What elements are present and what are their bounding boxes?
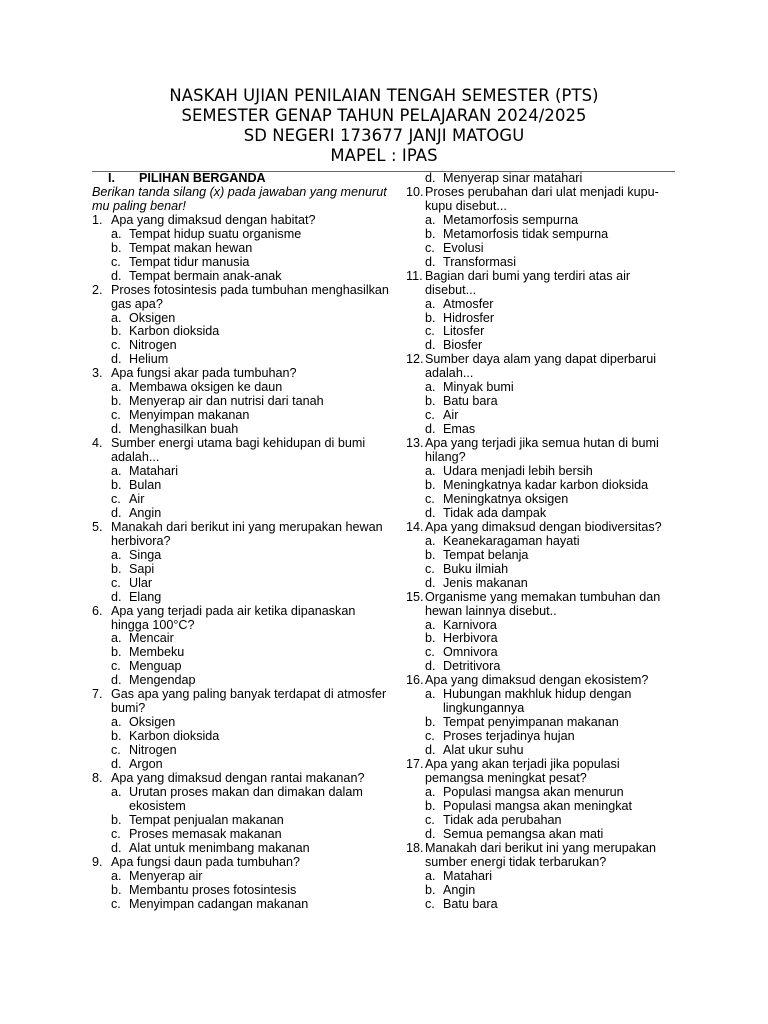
- question-number: 2.: [92, 282, 103, 297]
- option-letter: b.: [111, 324, 122, 339]
- option-letter: a.: [111, 464, 122, 479]
- question-1: [92, 214, 392, 228]
- option-letter: b.: [425, 226, 436, 241]
- section-number: I.: [108, 171, 115, 185]
- option-text: Transformasi: [443, 254, 517, 269]
- option-text: Tidak ada perubahan: [443, 812, 562, 827]
- option-text: Air: [129, 491, 145, 506]
- option-11-a: [406, 298, 674, 312]
- option-1-a: [92, 228, 392, 242]
- option-text: Populasi mangsa akan meningkat: [443, 798, 633, 813]
- option-text: Metamorfosis tidak sempurna: [443, 226, 609, 241]
- option-12-b: [406, 395, 674, 409]
- option-letter: d.: [425, 338, 436, 353]
- question-text: Apa yang dimaksud dengan habitat?: [111, 212, 316, 227]
- question-text: Bagian dari bumi yang terdiri atas air disebut...: [425, 268, 631, 297]
- left-column: [92, 172, 392, 912]
- option-letter: d.: [425, 743, 436, 758]
- option-text: Angin: [129, 505, 162, 520]
- question-text: Apa fungsi akar pada tumbuhan?: [111, 366, 297, 381]
- question-11: [406, 270, 674, 298]
- option-16-b: [406, 716, 674, 730]
- option-text: Alat ukur suhu: [443, 743, 524, 758]
- option-letter: c.: [111, 338, 121, 353]
- option-text: Mengendap: [129, 673, 196, 688]
- option-letter: a.: [111, 631, 122, 646]
- option-18-b: [406, 884, 674, 898]
- option-text: Karnivora: [443, 617, 497, 632]
- option-letter: a.: [425, 464, 436, 479]
- option-8-d: [92, 842, 392, 856]
- option-text: Tempat belanja: [443, 547, 529, 562]
- option-9-d: [406, 172, 674, 186]
- option-text: Menguap: [129, 659, 182, 674]
- option-letter: b.: [111, 477, 122, 492]
- option-letter: d.: [111, 422, 122, 437]
- option-letter: a.: [425, 380, 436, 395]
- option-13-a: [406, 465, 674, 479]
- option-letter: c.: [425, 408, 435, 423]
- option-letter: b.: [425, 310, 436, 325]
- question-number: 11.: [406, 268, 423, 283]
- question-number: 7.: [92, 687, 103, 702]
- question-3: [92, 367, 392, 381]
- option-5-a: [92, 549, 392, 563]
- option-17-b: [406, 800, 674, 814]
- question-text: Organisme yang memakan tumbuhan dan hewan lainnya disebut..: [425, 589, 661, 618]
- option-text: Ular: [129, 575, 153, 590]
- option-text: Keanekaragaman hayati: [443, 533, 580, 548]
- question-17: [406, 758, 674, 786]
- option-letter: c.: [425, 324, 435, 339]
- option-text: Detritivora: [443, 659, 501, 674]
- option-letter: d.: [111, 505, 122, 520]
- option-text: Tempat bermain anak-anak: [129, 268, 282, 283]
- option-text: Karbon dioksida: [129, 729, 220, 744]
- question-text: Sumber daya alam yang dapat diperbarui adalah...: [425, 352, 657, 381]
- option-letter: d.: [425, 505, 436, 520]
- option-text: Matahari: [443, 868, 492, 883]
- option-text: Alat untuk menimbang makanan: [129, 840, 310, 855]
- option-letter: c.: [111, 826, 121, 841]
- option-text: Menghasilkan buah: [129, 422, 239, 437]
- question-4: [92, 437, 392, 465]
- option-5-c: [92, 577, 392, 591]
- option-letter: a.: [425, 784, 436, 799]
- option-letter: d.: [111, 757, 122, 772]
- option-15-a: [406, 619, 674, 633]
- option-letter: a.: [111, 784, 122, 799]
- option-4-c: [92, 493, 392, 507]
- option-text: Omnivora: [443, 645, 498, 660]
- option-text: Tempat tidur manusia: [129, 254, 250, 269]
- option-2-d: [92, 353, 392, 367]
- question-text: Manakah dari berikut ini yang merupakan sumber energi tidak terbarukan?: [425, 840, 657, 869]
- option-11-d: [406, 339, 674, 353]
- option-text: Singa: [129, 547, 162, 562]
- option-letter: d.: [111, 673, 122, 688]
- option-letter: b.: [425, 547, 436, 562]
- section-title-text: PILIHAN BERGANDA: [139, 171, 266, 185]
- option-text: Membeku: [129, 645, 185, 660]
- option-letter: c.: [425, 645, 435, 660]
- option-letter: d.: [425, 254, 436, 269]
- option-letter: a.: [111, 380, 122, 395]
- option-letter: a.: [111, 715, 122, 730]
- option-14-d: [406, 577, 674, 591]
- option-letter: c.: [111, 408, 121, 423]
- option-4-a: [92, 465, 392, 479]
- right-column: [406, 172, 674, 912]
- option-16-c: [406, 730, 674, 744]
- option-letter: d.: [425, 659, 436, 674]
- option-text: Membawa oksigen ke daun: [129, 380, 283, 395]
- question-number: 16.: [406, 673, 424, 688]
- question-number: 10.: [406, 184, 424, 199]
- option-10-d: [406, 256, 674, 270]
- option-6-b: [92, 646, 392, 660]
- option-letter: b.: [111, 729, 122, 744]
- option-text: Menyerap air: [129, 868, 203, 883]
- option-text: Matahari: [129, 464, 178, 479]
- option-letter: a.: [111, 547, 122, 562]
- question-text: Apa yang terjadi pada air ketika dipanaskan hingga 100°C?: [111, 603, 356, 632]
- option-text: Litosfer: [443, 324, 485, 339]
- header-title: NASKAH UJIAN PENILAIAN TENGAH SEMESTER (PTS): [169, 86, 599, 105]
- option-text: Buku ilmiah: [443, 561, 509, 576]
- option-5-b: [92, 563, 392, 577]
- option-14-c: [406, 563, 674, 577]
- option-14-b: [406, 549, 674, 563]
- question-text: Sumber energi utama bagi kehidupan di bumi adalah...: [111, 436, 366, 465]
- question-5: [92, 521, 392, 549]
- option-4-b: [92, 479, 392, 493]
- option-text: Urutan proses makan dan dimakan dalam ekosistem: [129, 784, 363, 813]
- option-letter: c.: [425, 491, 435, 506]
- option-3-c: [92, 409, 392, 423]
- option-letter: a.: [425, 868, 436, 883]
- option-text: Menyerap air dan nutrisi dari tanah: [129, 394, 324, 409]
- option-18-a: [406, 870, 674, 884]
- option-text: Mencair: [129, 631, 174, 646]
- header-semester: SEMESTER GENAP TAHUN PELAJARAN 2024/2025: [181, 106, 587, 125]
- option-letter: c.: [425, 729, 435, 744]
- question-10: [406, 186, 674, 214]
- option-text: Evolusi: [443, 240, 484, 255]
- option-text: Menyerap sinar matahari: [443, 171, 583, 185]
- option-9-a: [92, 870, 392, 884]
- question-text: Apa fungsi daun pada tumbuhan?: [111, 854, 301, 869]
- option-text: Semua pemangsa akan mati: [443, 826, 604, 841]
- option-letter: c.: [425, 240, 435, 255]
- question-text: Manakah dari berikut ini yang merupakan hewan herbivora?: [111, 519, 383, 548]
- option-text: Hubungan makhluk hidup dengan lingkungannya: [443, 687, 632, 716]
- question-number: 5.: [92, 519, 103, 534]
- option-6-c: [92, 660, 392, 674]
- option-17-c: [406, 814, 674, 828]
- option-13-c: [406, 493, 674, 507]
- question-number: 8.: [92, 770, 103, 785]
- option-text: Tempat penyimpanan makanan: [443, 715, 619, 730]
- option-letter: c.: [111, 896, 121, 911]
- option-text: Helium: [129, 352, 169, 367]
- option-text: Meningkatnya kadar karbon dioksida: [443, 477, 649, 492]
- option-letter: b.: [425, 882, 436, 897]
- option-12-c: [406, 409, 674, 423]
- option-18-c: [406, 898, 674, 912]
- option-text: Tempat hidup suatu organisme: [129, 226, 302, 241]
- option-letter: b.: [425, 631, 436, 646]
- option-letter: c.: [111, 254, 121, 269]
- option-letter: b.: [111, 645, 122, 660]
- option-letter: d.: [425, 826, 436, 841]
- option-letter: d.: [425, 171, 436, 185]
- option-10-c: [406, 242, 674, 256]
- option-letter: c.: [425, 812, 435, 827]
- option-letter: d.: [425, 422, 436, 437]
- option-3-d: [92, 423, 392, 437]
- question-number: 14.: [406, 519, 424, 534]
- option-letter: a.: [111, 310, 122, 325]
- option-7-c: [92, 744, 392, 758]
- option-16-a: [406, 688, 674, 716]
- question-8: [92, 772, 392, 786]
- option-letter: d.: [111, 840, 122, 855]
- option-letter: a.: [111, 226, 122, 241]
- option-6-a: [92, 632, 392, 646]
- option-8-b: [92, 814, 392, 828]
- question-7: [92, 688, 392, 716]
- option-text: Nitrogen: [129, 743, 177, 758]
- option-text: Angin: [443, 882, 476, 897]
- option-9-c: [92, 898, 392, 912]
- question-number: 15.: [406, 589, 424, 604]
- option-letter: b.: [425, 798, 436, 813]
- question-number: 17.: [406, 757, 424, 772]
- option-letter: c.: [111, 575, 121, 590]
- option-17-d: [406, 828, 674, 842]
- option-7-a: [92, 716, 392, 730]
- option-8-c: [92, 828, 392, 842]
- option-letter: b.: [425, 715, 436, 730]
- question-number: 3.: [92, 366, 103, 381]
- question-16: [406, 674, 674, 688]
- option-letter: d.: [425, 575, 436, 590]
- option-11-b: [406, 312, 674, 326]
- option-3-a: [92, 381, 392, 395]
- option-letter: c.: [425, 561, 435, 576]
- option-text: Minyak bumi: [443, 380, 514, 395]
- option-7-d: [92, 758, 392, 772]
- option-13-b: [406, 479, 674, 493]
- option-text: Karbon dioksida: [129, 324, 220, 339]
- option-text: Menyimpan makanan: [129, 408, 250, 423]
- option-text: Populasi mangsa akan menurun: [443, 784, 624, 799]
- question-14: [406, 521, 674, 535]
- option-14-a: [406, 535, 674, 549]
- question-9: [92, 856, 392, 870]
- option-text: Oksigen: [129, 310, 176, 325]
- option-text: Tempat penjualan makanan: [129, 812, 284, 827]
- option-text: Herbivora: [443, 631, 498, 646]
- option-1-d: [92, 270, 392, 284]
- option-13-d: [406, 507, 674, 521]
- option-text: Membantu proses fotosintesis: [129, 882, 297, 897]
- option-7-b: [92, 730, 392, 744]
- option-letter: a.: [111, 868, 122, 883]
- option-text: Oksigen: [129, 715, 176, 730]
- option-text: Menyimpan cadangan makanan: [129, 896, 309, 911]
- option-16-d: [406, 744, 674, 758]
- option-letter: c.: [111, 659, 121, 674]
- option-letter: c.: [111, 743, 121, 758]
- option-letter: d.: [111, 268, 122, 283]
- option-8-a: [92, 786, 392, 814]
- option-2-c: [92, 339, 392, 353]
- question-text: Gas apa yang paling banyak terdapat di atmosfer bumi?: [111, 687, 387, 716]
- question-number: 18.: [406, 840, 424, 855]
- option-9-b: [92, 884, 392, 898]
- option-text: Hidrosfer: [443, 310, 495, 325]
- question-18: [406, 842, 674, 870]
- question-number: 1.: [92, 212, 103, 227]
- option-1-b: [92, 242, 392, 256]
- option-letter: b.: [111, 240, 122, 255]
- option-10-a: [406, 214, 674, 228]
- option-text: Tempat makan hewan: [129, 240, 253, 255]
- option-text: Proses terjadinya hujan: [443, 729, 575, 744]
- question-2: [92, 284, 392, 312]
- option-10-b: [406, 228, 674, 242]
- option-letter: b.: [111, 882, 122, 897]
- question-text: Apa yang dimaksud dengan biodiversitas?: [425, 519, 662, 534]
- exam-header: [0, 86, 768, 166]
- question-text: Apa yang terjadi jika semua hutan di bumi hilang?: [425, 436, 659, 465]
- option-6-d: [92, 674, 392, 688]
- question-12: [406, 353, 674, 381]
- option-text: Emas: [443, 422, 476, 437]
- option-text: Bulan: [129, 477, 162, 492]
- option-3-b: [92, 395, 392, 409]
- option-text: Nitrogen: [129, 338, 177, 353]
- option-15-c: [406, 646, 674, 660]
- option-text: Biosfer: [443, 338, 483, 353]
- question-text: Proses fotosintesis pada tumbuhan menghasilkan gas apa?: [111, 282, 389, 311]
- option-text: Jenis makanan: [443, 575, 528, 590]
- option-letter: b.: [111, 561, 122, 576]
- option-text: Atmosfer: [443, 296, 494, 311]
- question-text: Apa yang dimaksud dengan rantai makanan?: [111, 770, 365, 785]
- option-12-d: [406, 423, 674, 437]
- question-text: Proses perubahan dari ulat menjadi kupu-kupu disebut...: [425, 184, 659, 213]
- option-letter: a.: [425, 296, 436, 311]
- option-text: Elang: [129, 589, 162, 604]
- option-letter: b.: [111, 394, 122, 409]
- option-letter: d.: [111, 589, 122, 604]
- option-4-d: [92, 507, 392, 521]
- option-letter: c.: [111, 491, 121, 506]
- option-letter: d.: [111, 352, 122, 367]
- question-6: [92, 605, 392, 633]
- question-number: 12.: [406, 352, 424, 367]
- option-17-a: [406, 786, 674, 800]
- option-letter: a.: [425, 533, 436, 548]
- option-text: Batu bara: [443, 896, 498, 911]
- option-1-c: [92, 256, 392, 270]
- option-text: Udara menjadi lebih bersih: [443, 464, 593, 479]
- option-letter: b.: [111, 812, 122, 827]
- option-text: Air: [443, 408, 459, 423]
- question-15: [406, 591, 674, 619]
- question-text: Apa yang dimaksud dengan ekosistem?: [425, 673, 649, 688]
- question-number: 13.: [406, 436, 424, 451]
- option-letter: b.: [425, 477, 436, 492]
- option-text: Argon: [129, 757, 163, 772]
- question-text: Apa yang akan terjadi jika populasi pemangsa meningkat pesat?: [425, 757, 620, 785]
- option-text: Proses memasak makanan: [129, 826, 282, 841]
- option-text: Meningkatnya oksigen: [443, 491, 569, 506]
- option-text: Sapi: [129, 561, 155, 576]
- option-letter: a.: [425, 687, 436, 702]
- section-title: [92, 172, 392, 186]
- option-15-d: [406, 660, 674, 674]
- question-number: 9.: [92, 854, 103, 869]
- question-13: [406, 437, 674, 465]
- option-12-a: [406, 381, 674, 395]
- option-5-d: [92, 591, 392, 605]
- question-number: 4.: [92, 436, 103, 451]
- option-text: Tidak ada dampak: [443, 505, 547, 520]
- option-text: Metamorfosis sempurna: [443, 212, 579, 227]
- option-letter: a.: [425, 617, 436, 632]
- option-letter: b.: [425, 394, 436, 409]
- option-2-b: [92, 325, 392, 339]
- header-school: SD NEGERI 173677 JANJI MATOGU: [243, 126, 525, 145]
- header-subject: MAPEL : IPAS: [330, 146, 438, 165]
- option-15-b: [406, 632, 674, 646]
- instruction: Berikan tanda silang (x) pada jawaban yang menurut mu paling benar!: [92, 184, 387, 213]
- option-11-c: [406, 325, 674, 339]
- option-text: Batu bara: [443, 394, 498, 409]
- option-letter: a.: [425, 212, 436, 227]
- option-2-a: [92, 312, 392, 326]
- question-number: 6.: [92, 603, 103, 618]
- option-letter: c.: [425, 896, 435, 911]
